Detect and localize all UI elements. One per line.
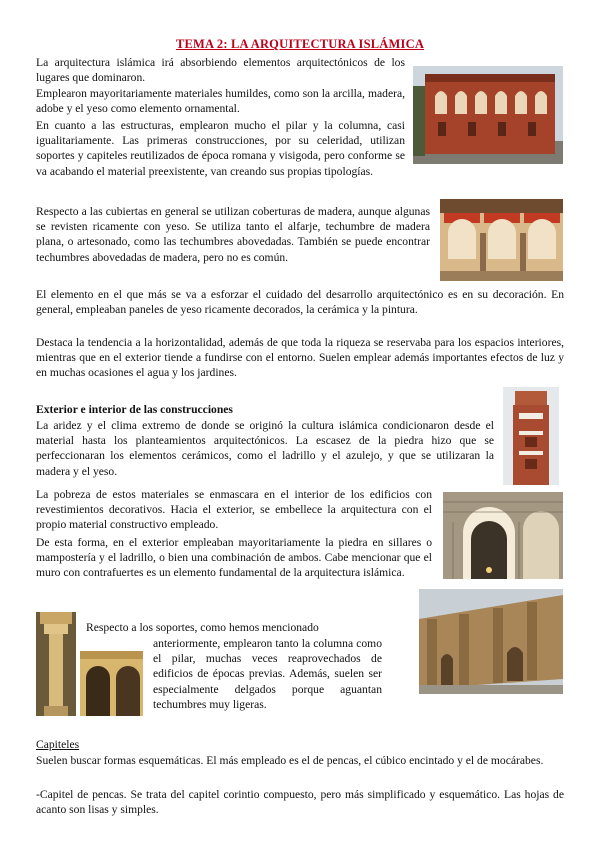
buttressed-wall-photo [419, 589, 563, 694]
intro-paragraph-6: Destaca la tendencia a la horizontalidad, además de que toda la riqueza se reservaba para los espacios interiores, mientras que en el exterior tiende a fundirse con el entorno. Suelen emplear además importantes efectos de luz y en muchas ocasiones el agua y los jardines. [36, 336, 564, 380]
intro-paragraph-2: Emplearon mayoritariamente materiales humildes, como son la arcilla, madera, adobe y el yeso como elemento ornamental. [36, 87, 405, 116]
brick-building-photo [413, 66, 563, 164]
exterior-paragraph-2: La pobreza de estos materiales se enmascara en el interior de los edificios con revestimientos decorativos. Hacia el exterior, se embellece la arquitectura con el propio material constructivo empleado. [36, 488, 432, 532]
capiteles-paragraph-1: Suelen buscar formas esquemáticas. El más empleado es el de pencas, el cúbico encintado y el de mocárabes. [36, 754, 544, 767]
minaret-tower-photo [503, 387, 559, 485]
exterior-paragraph-1: La aridez y el clima extremo de donde se originó la cultura islámica condicionaron desde el material hasta los planteamientos arquitectónicos. La escasez de la piedra hizo que se perfeccionaran los elementos cerámicos, como el ladrillo y el azulejo, y que se utilizaran la madera y el yeso. [36, 419, 494, 478]
exterior-paragraph-3: De esta forma, en el exterior empleaban mayoritariamente la piedra en sillares o mampostería y el ladrillo, o bien una combinación de ambos. Cabe mencionar que el muro con contrafuertes es un elemento fundamental de la arquitectura islámica. [36, 536, 432, 580]
supports-paragraph-first-line: Respecto a los soportes, como hemos mencionado [86, 621, 319, 634]
capiteles-paragraph-2: -Capitel de pencas. Se trata del capitel corintio compuesto, pero más simplificado y esquemático. Las hojas de acanto son lisas y simples. [36, 788, 564, 817]
exterior-heading: Exterior e interior de las construcciones [36, 403, 233, 416]
intro-paragraph-5: El elemento en el que más se va a esforzar el cuidado del desarrollo arquitectónico es en su decoración. En general, empleaban paneles de yeso ricamente decorados, la cerámica y la pintura. [36, 288, 564, 317]
intro-paragraph-3: En cuanto a las estructuras, emplearon mucho el pilar y la columna, casi igualitariamente. Las primeras construcciones, por su celeridad, utilizan soportes y capiteles reutilizados de época romana y visigoda, pero conforme se va acabando el material preexistente, van creando sus propias tipologías. [36, 119, 405, 178]
column-photo [36, 612, 76, 716]
pillars-photo [80, 651, 143, 716]
supports-paragraph: anteriormente, emplearon tanto la columna como el pilar, muchas veces reaprovechados de edificios de épocas previas. Además, suelen ser especialmente delgados porque aguantan techumbres muy ligeras. [153, 637, 382, 711]
intro-paragraph-4: Respecto a las cubiertas en general se utilizan coberturas de madera, aunque algunas se revisten ricamente con yeso. Se utiliza tanto el alfarje, techumbre de madera plana, o artesonado, como las techumbres abovedadas. También se puede encontrar techumbres abovedadas de madera, pero no es común. [36, 205, 430, 264]
decorated-interior-photo [443, 492, 563, 579]
page-title: TEMA 2: LA ARQUITECTURA ISLÁMICA [175, 37, 425, 51]
horseshoe-arches-photo [440, 199, 563, 281]
intro-paragraph-1: La arquitectura islámica irá absorbiendo elementos arquitectónicos de los lugares que dominaron. [36, 56, 405, 85]
capiteles-heading: Capiteles [36, 738, 80, 751]
